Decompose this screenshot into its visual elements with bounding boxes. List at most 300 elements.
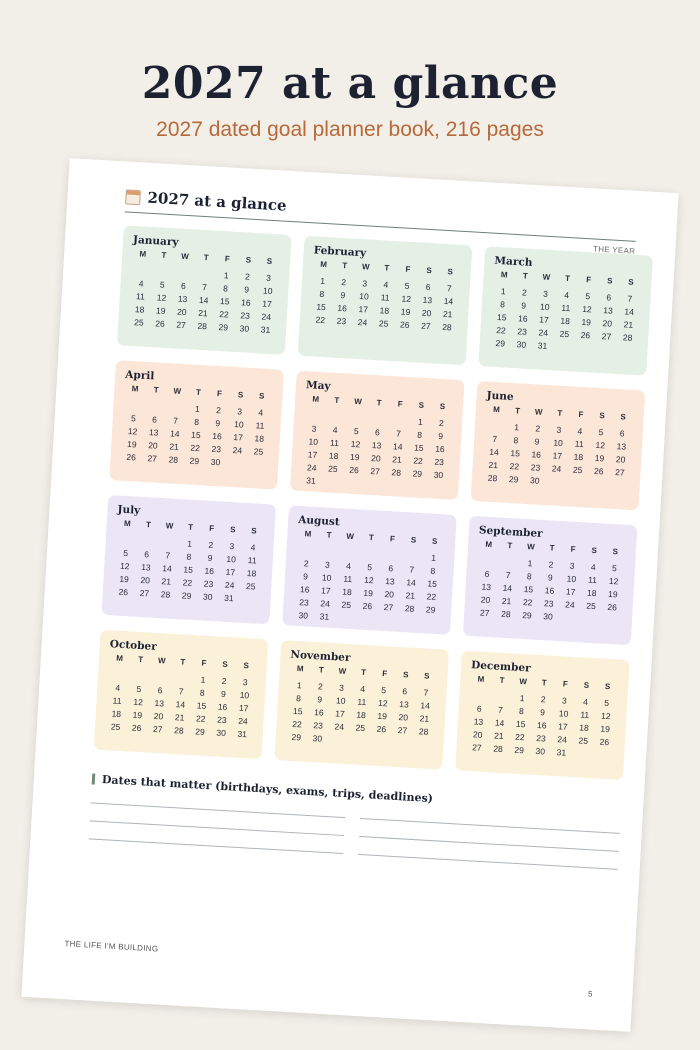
day-cell: 27 xyxy=(479,607,490,619)
weekday-header: S xyxy=(599,411,605,421)
day-cell: 15 xyxy=(316,301,327,313)
empty-day xyxy=(477,554,499,567)
day-cell: 30 xyxy=(516,339,527,350)
day-cell: 16 xyxy=(517,313,528,324)
day-cell: 9 xyxy=(340,289,346,301)
day-cell: 12 xyxy=(595,439,606,451)
day-cell: 16 xyxy=(337,302,348,314)
day-cell: 3 xyxy=(561,695,568,706)
day-cell: 2 xyxy=(341,276,347,288)
day-cell: 12 xyxy=(350,438,361,450)
day-cell: 27 xyxy=(176,319,187,331)
day-cell: 15 xyxy=(510,448,521,459)
day-cell: 28 xyxy=(391,467,402,478)
day-cell: 16 xyxy=(313,707,324,718)
day-cell: 9 xyxy=(244,284,250,295)
day-cell: 23 xyxy=(536,732,547,744)
day-cell: 25 xyxy=(572,464,583,476)
hero-title: 2027 at a glance xyxy=(141,58,559,109)
planner-page xyxy=(21,158,678,1032)
day-cell: 26 xyxy=(362,600,373,612)
day-cell: 19 xyxy=(119,573,130,585)
day-cell: 2 xyxy=(215,404,222,416)
day-cell: 13 xyxy=(603,305,614,316)
day-cell: 27 xyxy=(147,453,158,464)
weekday-header: F xyxy=(224,254,230,264)
day-cell: 22 xyxy=(426,591,437,602)
day-cell: 26 xyxy=(118,586,129,598)
day-cell: 13 xyxy=(371,440,382,451)
day-cell: 10 xyxy=(553,437,564,448)
day-cell: 11 xyxy=(561,302,571,314)
day-cell: 11 xyxy=(112,695,122,707)
weekday-header: W xyxy=(519,676,528,687)
day-cell: 8 xyxy=(194,416,200,428)
day-cell: 2 xyxy=(208,539,214,551)
day-cell: 21 xyxy=(169,441,180,452)
writing-line[interactable] xyxy=(358,854,618,870)
empty-day xyxy=(173,266,195,279)
day-cell: 1 xyxy=(519,692,525,704)
day-cell: 10 xyxy=(558,708,569,719)
day-cell: 21 xyxy=(161,576,172,587)
month-card-october xyxy=(94,630,269,759)
day-cell: 7 xyxy=(627,293,633,304)
year-calendar-grid xyxy=(94,225,653,780)
weekday-header: S xyxy=(243,660,250,671)
day-cell: 11 xyxy=(380,292,390,303)
day-cell: 21 xyxy=(501,595,512,607)
day-cell: 18 xyxy=(579,722,590,733)
day-cell: 9 xyxy=(521,300,527,311)
day-cell: 28 xyxy=(418,726,429,737)
day-cell: 4 xyxy=(577,425,583,437)
day-cell: 30 xyxy=(312,733,323,744)
day-cell: 30 xyxy=(529,475,540,486)
month-days xyxy=(285,663,437,751)
day-cell: 17 xyxy=(358,304,369,315)
writing-line[interactable] xyxy=(89,838,344,854)
weekday-header: W xyxy=(542,272,551,282)
month-name: April xyxy=(124,368,155,383)
day-cell: 24 xyxy=(557,734,568,745)
day-cell: 15 xyxy=(427,578,438,589)
empty-day xyxy=(131,264,153,277)
day-cell: 14 xyxy=(198,294,209,306)
writing-line[interactable] xyxy=(91,802,346,818)
day-cell: 21 xyxy=(391,454,403,465)
day-cell: 1 xyxy=(319,275,326,287)
day-cell: 4 xyxy=(590,561,596,573)
day-cell: 14 xyxy=(169,428,180,439)
day-cell: 16 xyxy=(536,719,547,731)
weekday-header: S xyxy=(423,671,430,681)
writing-line[interactable] xyxy=(359,836,619,852)
day-cell: 5 xyxy=(603,697,610,709)
empty-day xyxy=(158,536,180,549)
weekday-header: W xyxy=(353,396,363,407)
day-cell: 22 xyxy=(219,309,230,320)
day-cell: 18 xyxy=(573,451,584,463)
day-cell: 8 xyxy=(513,435,519,446)
day-cell: 27 xyxy=(471,742,483,753)
day-cell: 31 xyxy=(319,611,330,622)
day-cell: 14 xyxy=(392,441,403,452)
day-cell: 13 xyxy=(473,716,484,727)
day-cell: 1 xyxy=(431,552,437,563)
day-cell: 30 xyxy=(202,591,213,603)
month-name: March xyxy=(494,254,533,269)
day-cell: 24 xyxy=(224,579,235,591)
empty-day xyxy=(137,535,159,548)
day-cell: 7 xyxy=(178,686,184,697)
month-days xyxy=(474,538,626,626)
day-cell: 30 xyxy=(210,456,221,468)
day-cell: 3 xyxy=(229,540,235,552)
day-cell: 24 xyxy=(232,445,243,456)
day-cell: 6 xyxy=(484,568,490,579)
day-cell: 11 xyxy=(580,709,590,720)
day-cell: 28 xyxy=(168,454,179,465)
day-cell: 22 xyxy=(190,442,201,454)
weekday-header: F xyxy=(570,544,576,554)
month-name: July xyxy=(117,503,141,517)
day-cell: 27 xyxy=(370,465,381,477)
day-cell: 28 xyxy=(173,725,184,736)
day-cell: 31 xyxy=(556,747,567,758)
month-days xyxy=(466,673,618,761)
day-cell: 17 xyxy=(557,721,568,732)
weekday-header: T xyxy=(541,678,547,688)
day-cell: 8 xyxy=(199,687,205,698)
day-cell: 7 xyxy=(497,704,504,715)
day-cell: 29 xyxy=(514,744,525,756)
month-days xyxy=(309,258,461,333)
day-cell: 15 xyxy=(292,705,303,717)
weekday-header: T xyxy=(187,522,194,532)
empty-day xyxy=(367,413,389,426)
day-cell: 21 xyxy=(623,319,634,330)
day-cell: 24 xyxy=(538,327,549,338)
weekday-header: S xyxy=(418,400,425,410)
weekday-header: M xyxy=(477,674,485,684)
day-cell: 6 xyxy=(388,563,394,574)
day-cell: 17 xyxy=(307,449,318,460)
day-cell: 15 xyxy=(196,700,207,711)
day-cell: 18 xyxy=(586,587,597,599)
day-cell: 1 xyxy=(417,416,424,427)
day-cell: 4 xyxy=(250,542,256,553)
day-cell: 12 xyxy=(133,696,144,708)
day-cell: 2 xyxy=(244,271,251,282)
day-cell: 28 xyxy=(441,321,453,333)
weekday-header: W xyxy=(181,251,190,262)
day-cell: 6 xyxy=(402,686,408,697)
day-cell: 26 xyxy=(349,464,360,476)
empty-day xyxy=(485,419,507,432)
day-cell: 17 xyxy=(320,585,331,596)
writing-line[interactable] xyxy=(360,818,620,834)
day-cell: 20 xyxy=(472,729,483,740)
day-cell: 9 xyxy=(302,571,309,582)
day-cell: 20 xyxy=(140,574,151,586)
day-cell: 12 xyxy=(401,293,412,305)
hero-subtitle: 2027 dated goal planner book, 216 pages xyxy=(156,118,544,141)
day-cell: 18 xyxy=(328,450,339,462)
day-cell: 10 xyxy=(359,291,370,302)
day-cell: 14 xyxy=(162,563,173,574)
day-cell: 6 xyxy=(374,427,381,438)
day-cell: 17 xyxy=(233,432,244,443)
day-cell: 20 xyxy=(480,594,491,606)
day-cell: 3 xyxy=(311,423,317,434)
day-cell: 29 xyxy=(189,455,200,467)
day-cell: 4 xyxy=(563,289,570,301)
day-cell: 28 xyxy=(160,589,171,600)
day-cell: 20 xyxy=(153,710,164,722)
day-cell: 30 xyxy=(433,469,444,481)
day-cell: 25 xyxy=(245,581,256,592)
weekday-header: W xyxy=(165,521,174,531)
day-cell: 6 xyxy=(476,703,482,714)
day-cell: 31 xyxy=(237,728,248,740)
day-cell: 31 xyxy=(306,475,317,486)
day-cell: 27 xyxy=(152,723,163,735)
weekday-header: F xyxy=(578,409,584,420)
month-card-june xyxy=(471,381,646,510)
weekday-header: M xyxy=(312,394,320,404)
writing-line[interactable] xyxy=(90,820,345,836)
day-cell: 19 xyxy=(581,316,592,328)
day-cell: 6 xyxy=(144,549,150,560)
day-cell: 5 xyxy=(585,291,591,302)
day-cell: 16 xyxy=(217,701,228,713)
month-name: May xyxy=(305,379,331,393)
weekday-header: S xyxy=(426,265,433,276)
weekday-header: M xyxy=(492,404,501,415)
weekday-header: W xyxy=(338,666,347,676)
day-cell: 3 xyxy=(237,406,243,417)
month-card-august xyxy=(282,505,457,634)
weekday-header: W xyxy=(173,386,182,396)
day-cell: 30 xyxy=(535,745,546,757)
day-cell: 23 xyxy=(517,326,528,337)
day-cell: 21 xyxy=(488,459,499,471)
day-cell: 8 xyxy=(416,429,423,440)
day-cell: 19 xyxy=(363,587,374,599)
day-cell: 20 xyxy=(421,307,432,319)
month-name: December xyxy=(470,659,531,675)
month-name: August xyxy=(297,513,341,529)
day-cell: 29 xyxy=(412,468,423,479)
empty-day xyxy=(150,671,172,684)
day-cell: 20 xyxy=(602,318,613,329)
day-cell: 23 xyxy=(434,456,445,468)
day-cell: 11 xyxy=(574,438,584,450)
weekday-header: T xyxy=(499,675,505,686)
empty-day xyxy=(115,533,137,546)
day-cell: 17 xyxy=(552,450,563,461)
day-cell: 23 xyxy=(530,462,541,473)
day-cell: 2 xyxy=(317,681,324,692)
day-cell: 11 xyxy=(587,574,598,586)
day-cell: 27 xyxy=(420,320,431,332)
day-cell: 30 xyxy=(216,727,227,739)
day-cell: 27 xyxy=(383,601,394,613)
day-cell: 24 xyxy=(334,721,345,732)
day-cell: 26 xyxy=(376,723,387,735)
day-cell: 29 xyxy=(194,726,206,737)
day-cell: 2 xyxy=(535,423,541,434)
weekday-header: T xyxy=(145,520,152,530)
day-cell: 9 xyxy=(207,552,213,564)
day-cell: 28 xyxy=(500,608,511,620)
day-cell: 21 xyxy=(442,308,453,320)
day-cell: 26 xyxy=(131,722,142,734)
day-cell: 11 xyxy=(357,696,367,708)
weekday-header: S xyxy=(606,276,613,286)
day-cell: 19 xyxy=(600,723,611,735)
weekday-header: M xyxy=(319,259,328,270)
month-card-november xyxy=(274,640,449,769)
day-cell: 5 xyxy=(404,280,410,291)
day-cell: 5 xyxy=(353,425,359,437)
day-cell: 13 xyxy=(154,697,165,709)
day-cell: 19 xyxy=(594,452,605,464)
day-cell: 12 xyxy=(377,697,388,709)
day-cell: 30 xyxy=(298,610,309,621)
day-cell: 9 xyxy=(534,436,540,447)
weekday-header: T xyxy=(522,271,529,281)
month-days xyxy=(300,393,453,494)
weekday-header: S xyxy=(612,547,619,557)
weekday-header: S xyxy=(439,401,446,412)
day-cell: 7 xyxy=(423,687,429,698)
day-cell: 4 xyxy=(345,560,352,571)
day-cell: 4 xyxy=(332,424,338,436)
day-cell: 16 xyxy=(240,297,251,308)
weekday-header: T xyxy=(195,387,202,398)
day-cell: 6 xyxy=(151,414,158,425)
day-cell: 31 xyxy=(537,340,548,351)
day-cell: 30 xyxy=(543,611,554,622)
day-cell: 31 xyxy=(223,592,234,604)
day-cell: 3 xyxy=(265,272,272,283)
day-cell: 16 xyxy=(531,449,542,460)
weekday-header: F xyxy=(397,399,403,409)
day-cell: 1 xyxy=(200,674,206,685)
weekday-header: W xyxy=(534,407,543,417)
weekday-header: T xyxy=(368,532,375,543)
day-cell: 11 xyxy=(255,420,265,431)
day-cell: 21 xyxy=(174,712,185,723)
day-cell: 1 xyxy=(527,558,533,569)
day-cell: 5 xyxy=(122,547,129,559)
day-cell: 23 xyxy=(299,597,310,608)
empty-day xyxy=(317,545,339,558)
day-cell: 1 xyxy=(223,270,229,281)
empty-day xyxy=(498,555,520,568)
weekday-header: S xyxy=(627,277,634,287)
day-cell: 22 xyxy=(496,324,507,336)
empty-day xyxy=(108,668,130,681)
day-cell: 31 xyxy=(260,324,271,335)
weekday-header: F xyxy=(216,389,223,399)
page-title: 2027 at a glance xyxy=(147,188,288,215)
day-cell: 2 xyxy=(303,558,309,569)
day-cell: 23 xyxy=(240,310,251,321)
weekday-header: T xyxy=(514,406,521,416)
day-cell: 20 xyxy=(398,712,409,723)
weekday-header: F xyxy=(209,523,215,534)
month-card-may xyxy=(290,371,465,500)
day-cell: 16 xyxy=(204,565,215,577)
section-accent-bar xyxy=(92,773,96,784)
weekday-header: M xyxy=(485,539,493,550)
weekday-header: M xyxy=(296,664,304,674)
month-days xyxy=(120,383,272,471)
day-cell: 17 xyxy=(262,298,273,310)
day-cell: 26 xyxy=(154,318,166,329)
day-cell: 10 xyxy=(262,285,273,297)
day-cell: 19 xyxy=(349,451,360,463)
day-cell: 29 xyxy=(291,731,302,743)
day-cell: 9 xyxy=(438,430,444,442)
day-cell: 17 xyxy=(334,708,346,719)
day-cell: 16 xyxy=(544,585,555,596)
page-section-tag: THE YEAR xyxy=(592,244,636,256)
day-cell: 7 xyxy=(446,283,452,294)
day-cell: 24 xyxy=(261,311,272,322)
day-cell: 18 xyxy=(560,315,571,327)
weekday-header: T xyxy=(376,398,382,408)
day-cell: 6 xyxy=(180,280,187,292)
day-cell: 20 xyxy=(147,440,159,451)
weekday-header: T xyxy=(318,665,325,675)
day-cell: 16 xyxy=(212,430,223,442)
day-cell: 9 xyxy=(215,417,221,429)
day-cell: 5 xyxy=(598,427,604,438)
weekday-header: S xyxy=(266,256,273,266)
day-cell: 10 xyxy=(226,553,237,565)
empty-day xyxy=(144,400,166,413)
dates-that-matter-section xyxy=(92,772,621,806)
day-cell: 3 xyxy=(556,424,562,435)
day-cell: 4 xyxy=(359,683,366,695)
month-name: January xyxy=(132,233,179,249)
day-cell: 18 xyxy=(254,433,265,444)
day-cell: 18 xyxy=(356,709,367,721)
day-cell: 24 xyxy=(357,317,368,328)
day-cell: 11 xyxy=(247,555,257,566)
day-cell: 17 xyxy=(565,586,576,597)
day-cell: 18 xyxy=(379,305,390,316)
month-days xyxy=(489,269,641,357)
weekday-header: S xyxy=(229,525,236,535)
day-cell: 13 xyxy=(422,294,433,306)
day-cell: 4 xyxy=(138,278,144,289)
day-cell: 6 xyxy=(157,685,163,696)
day-cell: 23 xyxy=(336,315,347,327)
empty-day xyxy=(296,544,318,557)
day-cell: 18 xyxy=(342,586,353,598)
day-cell: 5 xyxy=(130,413,137,424)
weekday-header: M xyxy=(115,653,124,664)
day-cell: 14 xyxy=(494,717,505,729)
day-cell: 10 xyxy=(321,572,332,583)
weekday-header: M xyxy=(131,384,139,394)
day-cell: 25 xyxy=(578,735,589,746)
